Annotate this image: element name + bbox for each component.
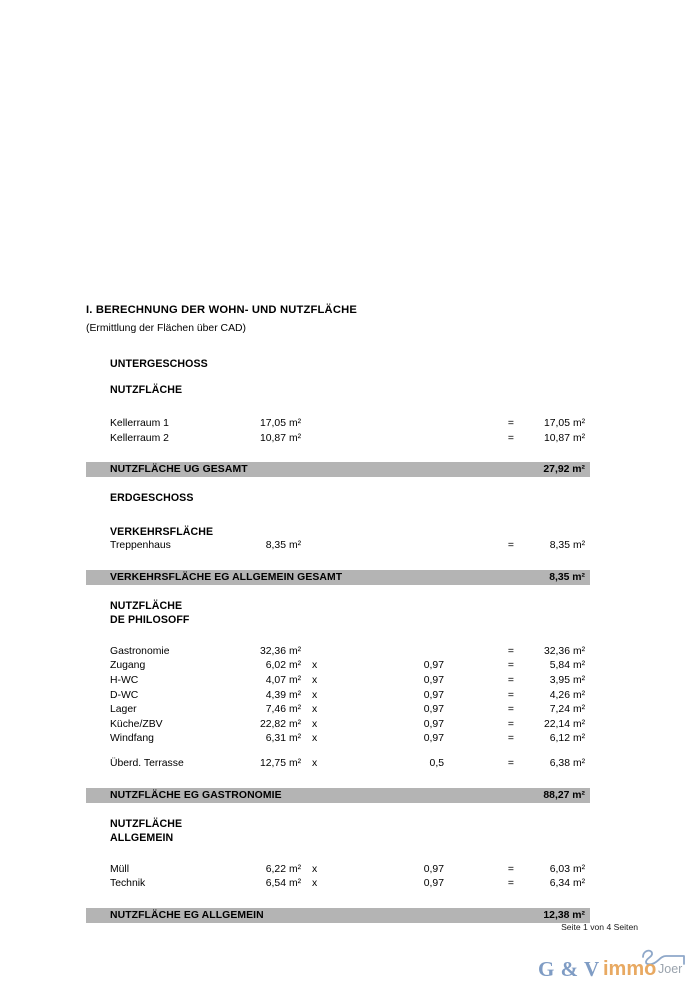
document-content (0, 303, 700, 923)
row-factor: 0,97 (423, 718, 444, 730)
row-name: D-WC (110, 689, 139, 701)
row-area: 6,22 (265, 863, 286, 875)
row-result: 32,36 (543, 645, 570, 657)
row-unit: m² (289, 718, 302, 730)
row-equals: = (507, 878, 514, 890)
row-multiplier: x (312, 660, 318, 672)
summary-bar-ug-nutzflaeche (86, 462, 590, 477)
row-name: Kellerraum 1 (110, 418, 169, 429)
row-name: Kellerraum 2 (110, 432, 169, 444)
row-equals: = (507, 733, 514, 745)
row-name: Windfang (110, 733, 154, 745)
row-factor: 0,5 (429, 757, 444, 769)
logo-secondary-text: immo (603, 958, 657, 980)
row-area: 4,07 (265, 674, 286, 686)
row-area: 7,46 (265, 704, 286, 716)
row-area: 12,75 (259, 757, 286, 769)
row-unit: m² (289, 863, 302, 875)
row-multiplier: x (312, 863, 318, 875)
section-type-eg-allgemein-line1: NUTZFLÄCHE (110, 817, 183, 830)
section-type-eg-allgemein-line2: ALLGEMEIN (110, 831, 174, 844)
row-unit: m² (289, 704, 302, 716)
row-unit: m² (289, 645, 302, 657)
row-area: 4,39 (265, 689, 286, 701)
table-eg-verkehrsflaeche (110, 539, 591, 554)
row-multiplier (307, 539, 332, 554)
row-factor (332, 432, 444, 447)
row-unit: m² (289, 757, 302, 769)
page-title: I. BERECHNUNG DER WOHN- UND NUTZFLÄCHE (86, 304, 357, 316)
row-unit: m² (289, 674, 302, 686)
row-equals: = (507, 704, 514, 716)
row-multiplier (307, 645, 332, 660)
row-equals: = (507, 432, 514, 444)
row-result: 6,03 (549, 863, 570, 875)
row-result: 4,26 (549, 689, 570, 701)
row-equals: = (507, 718, 514, 730)
row-factor (332, 417, 444, 432)
section-type-eg-verkehrsflaeche: VERKEHRSFLÄCHE (110, 526, 214, 539)
section-floor-untergeschoss: UNTERGESCHOSS (110, 358, 208, 370)
row-name: Gastronomie (110, 645, 170, 657)
summary-bar-label: NUTZFLÄCHE EG GASTRONOMIE (110, 789, 282, 801)
table-row (110, 863, 591, 878)
row-unit: m² (289, 689, 302, 701)
table-row (110, 757, 591, 772)
row-result: 8,35 (549, 540, 570, 552)
table-row (110, 674, 591, 689)
row-equals: = (507, 660, 514, 672)
row-factor (332, 539, 444, 554)
section-floor-erdgeschoss: ERDGESCHOSS (110, 492, 194, 505)
row-area: 32,36 (259, 645, 286, 657)
row-multiplier: x (312, 878, 318, 890)
row-multiplier: x (312, 674, 318, 686)
row-multiplier: x (312, 704, 318, 716)
row-factor: 0,97 (423, 689, 444, 701)
row-area: 6,02 (265, 660, 286, 672)
row-result-unit: m² (573, 660, 586, 672)
summary-bar-label: NUTZFLÄCHE UG GESAMT (110, 464, 248, 476)
company-logo (536, 948, 700, 984)
row-multiplier (307, 432, 332, 447)
row-name: Treppenhaus (110, 540, 171, 552)
row-result-unit: m² (573, 418, 586, 429)
row-factor: 0,97 (423, 704, 444, 716)
row-factor: 0,97 (423, 674, 444, 686)
row-factor: 0,97 (423, 863, 444, 875)
logo-primary-text: G & V (538, 957, 600, 981)
table-row (110, 417, 591, 432)
table-row (110, 703, 591, 718)
row-equals: = (507, 540, 514, 552)
row-multiplier: x (312, 733, 318, 745)
summary-bar-label: VERKEHRSFLÄCHE EG ALLGEMEIN GESAMT (110, 571, 343, 583)
row-area: 22,82 (259, 718, 286, 730)
row-name: Überd. Terrasse (110, 757, 184, 769)
row-name: H-WC (110, 674, 139, 686)
row-name: Technik (110, 878, 146, 890)
row-equals: = (507, 418, 514, 429)
row-result-unit: m² (573, 878, 586, 890)
row-result-unit: m² (573, 689, 586, 701)
table-row (110, 539, 591, 554)
row-unit: m² (289, 660, 302, 672)
summary-bar-eg-allgemein (86, 908, 590, 923)
row-multiplier: x (312, 689, 318, 701)
row-multiplier: x (312, 757, 318, 769)
row-unit: m² (289, 733, 302, 745)
section-type-eg-philosoff-line1: NUTZFLÄCHE (110, 599, 183, 612)
row-area: 17,05 (259, 418, 286, 429)
row-unit: m² (289, 432, 302, 444)
row-factor (332, 645, 444, 660)
row-result: 5,84 (549, 660, 570, 672)
row-area: 8,35 (265, 540, 286, 552)
section-type-ug-nutzflaeche: NUTZFLÄCHE (110, 384, 183, 396)
table-row (110, 877, 591, 892)
row-result: 6,34 (549, 878, 570, 890)
table-ug-nutzflaeche (110, 417, 591, 446)
row-result-unit: m² (573, 757, 586, 769)
row-area: 6,54 (265, 878, 286, 890)
summary-bar-value: 12,38 m² (543, 909, 585, 921)
row-result-unit: m² (573, 540, 586, 552)
row-result-unit: m² (573, 432, 586, 444)
row-result: 3,95 (549, 674, 570, 686)
summary-bar-value: 27,92 m² (543, 464, 585, 476)
logo-tertiary-text: Joer (658, 962, 683, 976)
row-equals: = (507, 863, 514, 875)
summary-bar-label: NUTZFLÄCHE EG ALLGEMEIN (110, 909, 264, 921)
section-type-eg-philosoff-line2: DE PHILOSOFF (110, 613, 190, 626)
summary-bar-eg-verkehrsflaeche (86, 570, 590, 585)
table-row (110, 689, 591, 704)
table-eg-allgemein (110, 863, 591, 892)
summary-bar-value: 8,35 m² (549, 571, 585, 583)
row-name: Lager (110, 704, 137, 716)
page-number-text: Seite 1 von 4 Seiten (561, 922, 638, 932)
row-result-unit: m² (573, 704, 586, 716)
table-row (110, 659, 591, 674)
summary-bar-value: 88,27 m² (543, 789, 585, 801)
row-equals: = (507, 674, 514, 686)
row-factor: 0,97 (423, 733, 444, 745)
row-unit: m² (289, 878, 302, 890)
row-area: 6,31 (265, 733, 286, 745)
table-row (110, 732, 591, 747)
row-result: 7,24 (549, 704, 570, 716)
table-eg-philosoff (110, 645, 591, 747)
row-result-unit: m² (573, 645, 586, 657)
row-result-unit: m² (573, 718, 586, 730)
row-multiplier: x (312, 718, 318, 730)
row-result: 17,05 (543, 418, 570, 429)
row-result-unit: m² (573, 863, 586, 875)
row-multiplier (307, 417, 332, 432)
row-result: 6,12 (549, 733, 570, 745)
row-result: 6,38 (549, 757, 570, 769)
table-eg-philosoff-extra (110, 757, 591, 772)
summary-bar-eg-gastronomie (86, 788, 590, 803)
row-result-unit: m² (573, 733, 586, 745)
row-name: Müll (110, 863, 130, 875)
row-unit: m² (289, 540, 302, 552)
row-equals: = (507, 689, 514, 701)
row-equals: = (507, 645, 514, 657)
page-subtitle: (Ermittlung der Flächen über CAD) (86, 323, 246, 334)
row-equals: = (507, 757, 514, 769)
row-name: Zugang (110, 660, 146, 672)
row-factor: 0,97 (423, 660, 444, 672)
row-unit: m² (289, 418, 302, 429)
row-result-unit: m² (573, 674, 586, 686)
row-area: 10,87 (259, 432, 286, 444)
table-row (110, 432, 591, 447)
row-result: 22,14 (543, 718, 570, 730)
row-factor: 0,97 (423, 878, 444, 890)
table-row (110, 718, 591, 733)
row-name: Küche/ZBV (110, 718, 163, 730)
table-row (110, 645, 591, 660)
row-result: 10,87 (543, 432, 570, 444)
